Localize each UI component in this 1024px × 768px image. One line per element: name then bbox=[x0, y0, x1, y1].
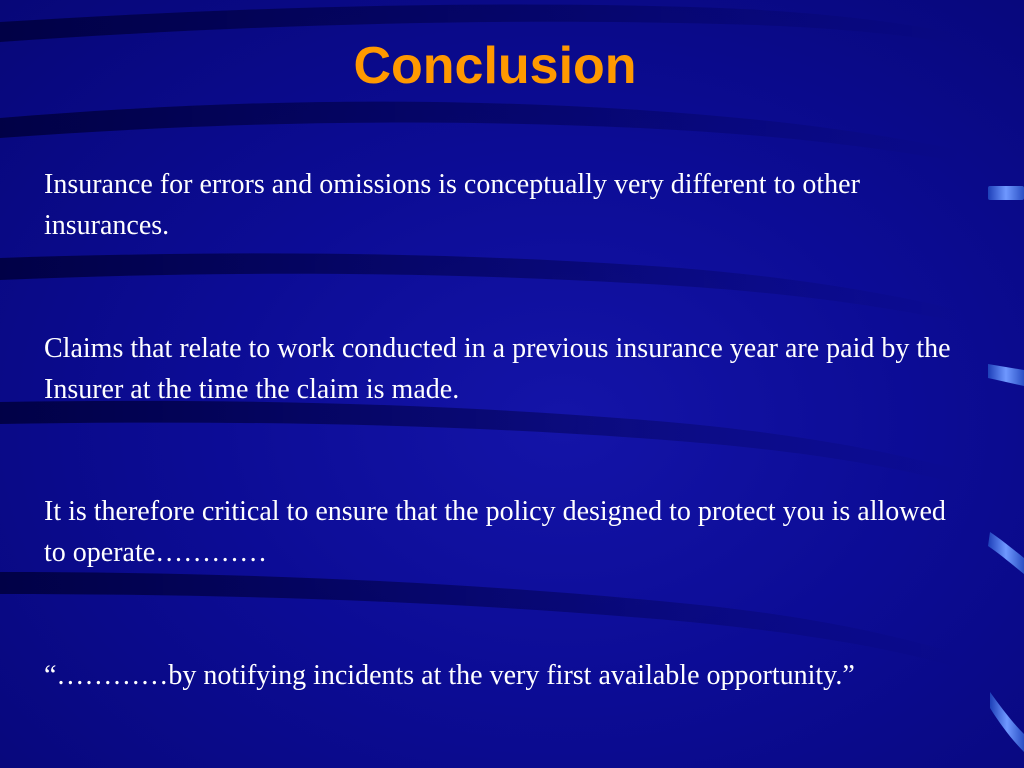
right-edge-accent-marks bbox=[988, 186, 1024, 752]
paragraph-errors-omissions: Insurance for errors and omissions is conceptually very different to other insurances. bbox=[44, 169, 860, 241]
slide-title: Conclusion bbox=[353, 37, 637, 95]
paragraph-policy-operate: It is therefore critical to ensure that the policy designed to protect you is allowed to operate………… bbox=[44, 496, 946, 568]
paragraph-notifying-incidents: “…………by notifying incidents at the very first available opportunity.” bbox=[44, 660, 855, 691]
paragraph-claims-previous-year: Claims that relate to work conducted in a previous insurance year are paid by the Insurer at the time the claim is made. bbox=[44, 333, 951, 405]
